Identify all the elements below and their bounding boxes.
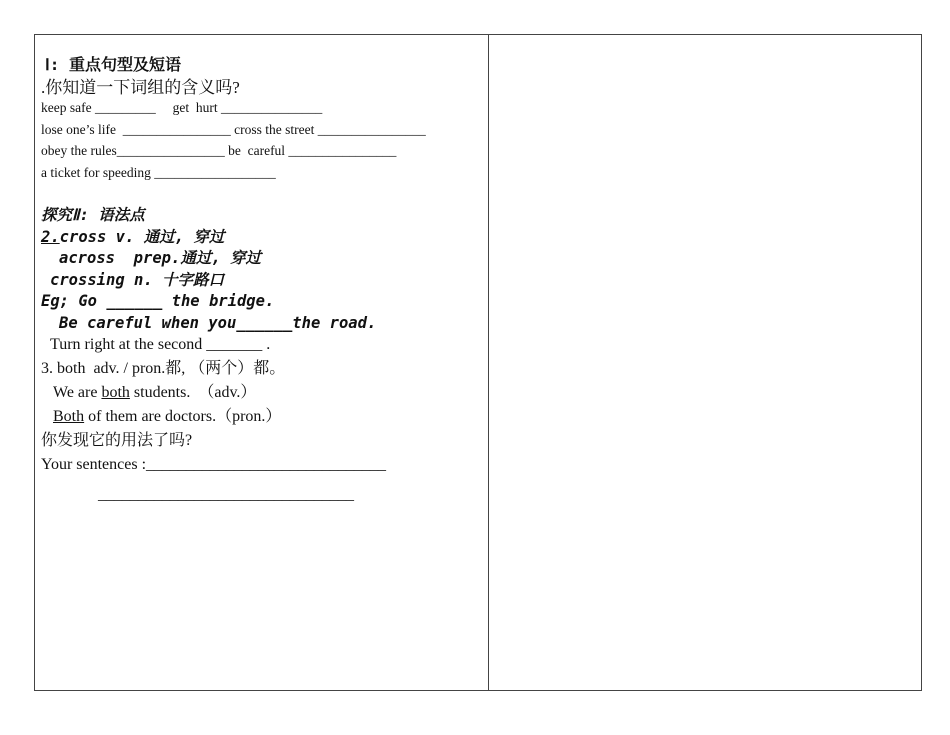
example-go-line: Eg; Go ______ the bridge. — [41, 292, 275, 310]
phrase-line-4: a ticket for speeding __________________ — [41, 164, 276, 180]
spacer — [41, 187, 481, 208]
example1-post: students. （adv.） — [129, 384, 257, 401]
section2-heading: 探究Ⅱ: 语法点 — [41, 206, 145, 224]
your-sentences-line: Your sentences :______________________________ — [41, 456, 387, 473]
example2-word: Both — [53, 408, 85, 425]
right-column-empty — [489, 35, 922, 690]
example1-word: both — [101, 384, 130, 401]
phrase-line-2: lose one’s life ________________ cross the street ________________ — [41, 121, 426, 137]
phrase-line-3: obey the rules________________ be careful ________________ — [41, 143, 397, 158]
grammar-item-3: 3. both adv. / pron.都, （两个）都。 — [41, 360, 286, 377]
answer-blank-line: ________________________________ — [98, 486, 354, 503]
worksheet-table — [34, 34, 922, 691]
section1-heading: Ⅰ: 重点句型及短语 — [45, 55, 181, 74]
grammar-item-2 — [41, 227, 481, 252]
discover-question: 你发现它的用法了吗? — [41, 432, 193, 449]
example-careful-line: Be careful when you______the road. — [59, 313, 377, 332]
both-example-2 — [41, 409, 481, 433]
example-turn-line: Turn right at the second _______ . — [50, 336, 271, 353]
left-column — [41, 57, 481, 511]
phrase-question: .你知道一下词组的含义吗? — [41, 78, 240, 97]
both-example-1 — [41, 385, 481, 409]
example2-post: of them are doctors.（pron.） — [84, 408, 282, 425]
item-number: 2. — [41, 227, 60, 246]
item-text: cross v. 通过, 穿过 — [59, 227, 225, 246]
phrase-line-1: keep safe _________ get hurt _______________ — [41, 100, 323, 115]
across-line: across prep.通过, 穿过 — [59, 249, 261, 267]
example1-pre: We are — [53, 384, 102, 401]
crossing-line: crossing n. 十字路口 — [50, 270, 224, 289]
